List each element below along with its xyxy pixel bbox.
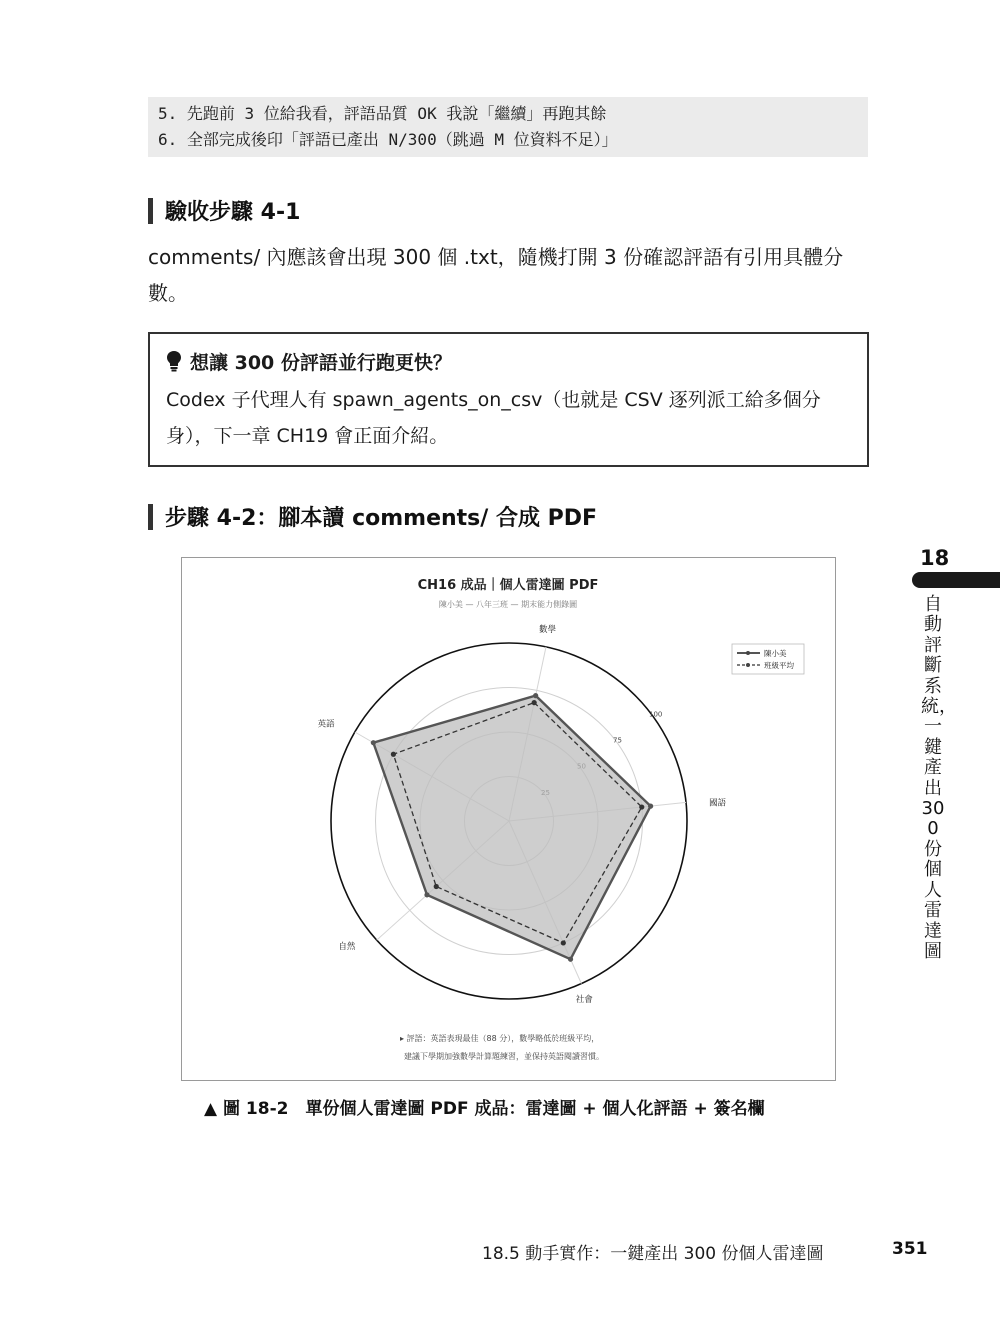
heading-bar	[148, 504, 153, 530]
chapter-number: 18	[920, 546, 950, 570]
figure-caption: ▲ 圖 18-2 單份個人雷達圖 PDF 成品：雷達圖 + 個人化評語 + 簽名欄	[204, 1099, 765, 1119]
legend-marker	[746, 651, 750, 655]
data-point	[568, 957, 573, 962]
chart-title: CH16 成品｜個人雷達圖 PDF	[417, 578, 599, 593]
code-line: 5. 先跑前 3 位給我看，評語品質 OK 我說「繼續」再跑其餘	[158, 104, 607, 123]
heading-text: 驗收步驟 4-1	[165, 200, 301, 225]
category-label: 國語	[709, 798, 727, 809]
code-block	[148, 97, 868, 157]
radar-figure	[181, 557, 836, 1081]
tip-body: Codex 子代理人有 spawn_agents_on_csv（也就是 CSV 逐列派工給多個分身），下一章 CH19 會正面介紹。	[166, 389, 821, 447]
category-label: 英語	[317, 719, 335, 730]
category-label: 數學	[538, 624, 556, 635]
radial-tick-label: 75	[613, 736, 622, 745]
page-number: 351	[892, 1239, 928, 1259]
data-point	[561, 940, 566, 945]
comment-line: 建議下學期加強數學計算題練習，並保持英語閱讀習慣。	[404, 1052, 604, 1061]
lightbulb-icon	[166, 350, 182, 372]
data-point	[532, 700, 537, 705]
category-label: 社會	[575, 995, 593, 1006]
chapter-title-vertical: 自動評斷系統，一鍵產出300份個人雷達圖	[921, 594, 957, 962]
running-footer: 18.5 動手實作：一鍵產出 300 份個人雷達圖	[482, 1244, 824, 1264]
legend-label: 陳小美	[764, 649, 787, 658]
legend-marker	[746, 663, 750, 667]
section-heading	[148, 195, 300, 226]
legend-label: 班級平均	[764, 661, 794, 670]
data-point	[424, 892, 429, 897]
data-point	[391, 752, 396, 757]
tip-title-text: 想讓 300 份評語並行跑更快？	[190, 351, 452, 374]
tip-title	[166, 346, 851, 376]
body-paragraph: comments/ 內應該會出現 300 個 .txt，隨機打開 3 份確認評語有引用具體分數。	[148, 245, 844, 305]
section-heading	[148, 501, 597, 532]
data-point	[648, 804, 653, 809]
data-point	[371, 740, 376, 745]
tip-box	[148, 332, 869, 467]
code-line: 6. 全部完成後印「評語已產出 N/300（跳過 M 位資料不足）」	[158, 130, 618, 149]
radial-tick-label: 100	[649, 710, 663, 719]
heading-text: 步驟 4-2：腳本讀 comments/ 合成 PDF	[165, 506, 598, 531]
category-label: 自然	[338, 941, 356, 952]
radar-chart	[182, 558, 835, 1080]
chapter-tab	[912, 572, 1000, 588]
data-point	[434, 884, 439, 889]
data-point	[639, 804, 644, 809]
data-point	[533, 693, 538, 698]
comment-line: ▸ 評語：英語表現最佳（88 分），數學略低於班級平均，	[400, 1034, 600, 1043]
heading-bar	[148, 198, 153, 224]
chart-subtitle: 陳小美 — 八年三班 — 期末能力側錄圖	[438, 600, 578, 609]
